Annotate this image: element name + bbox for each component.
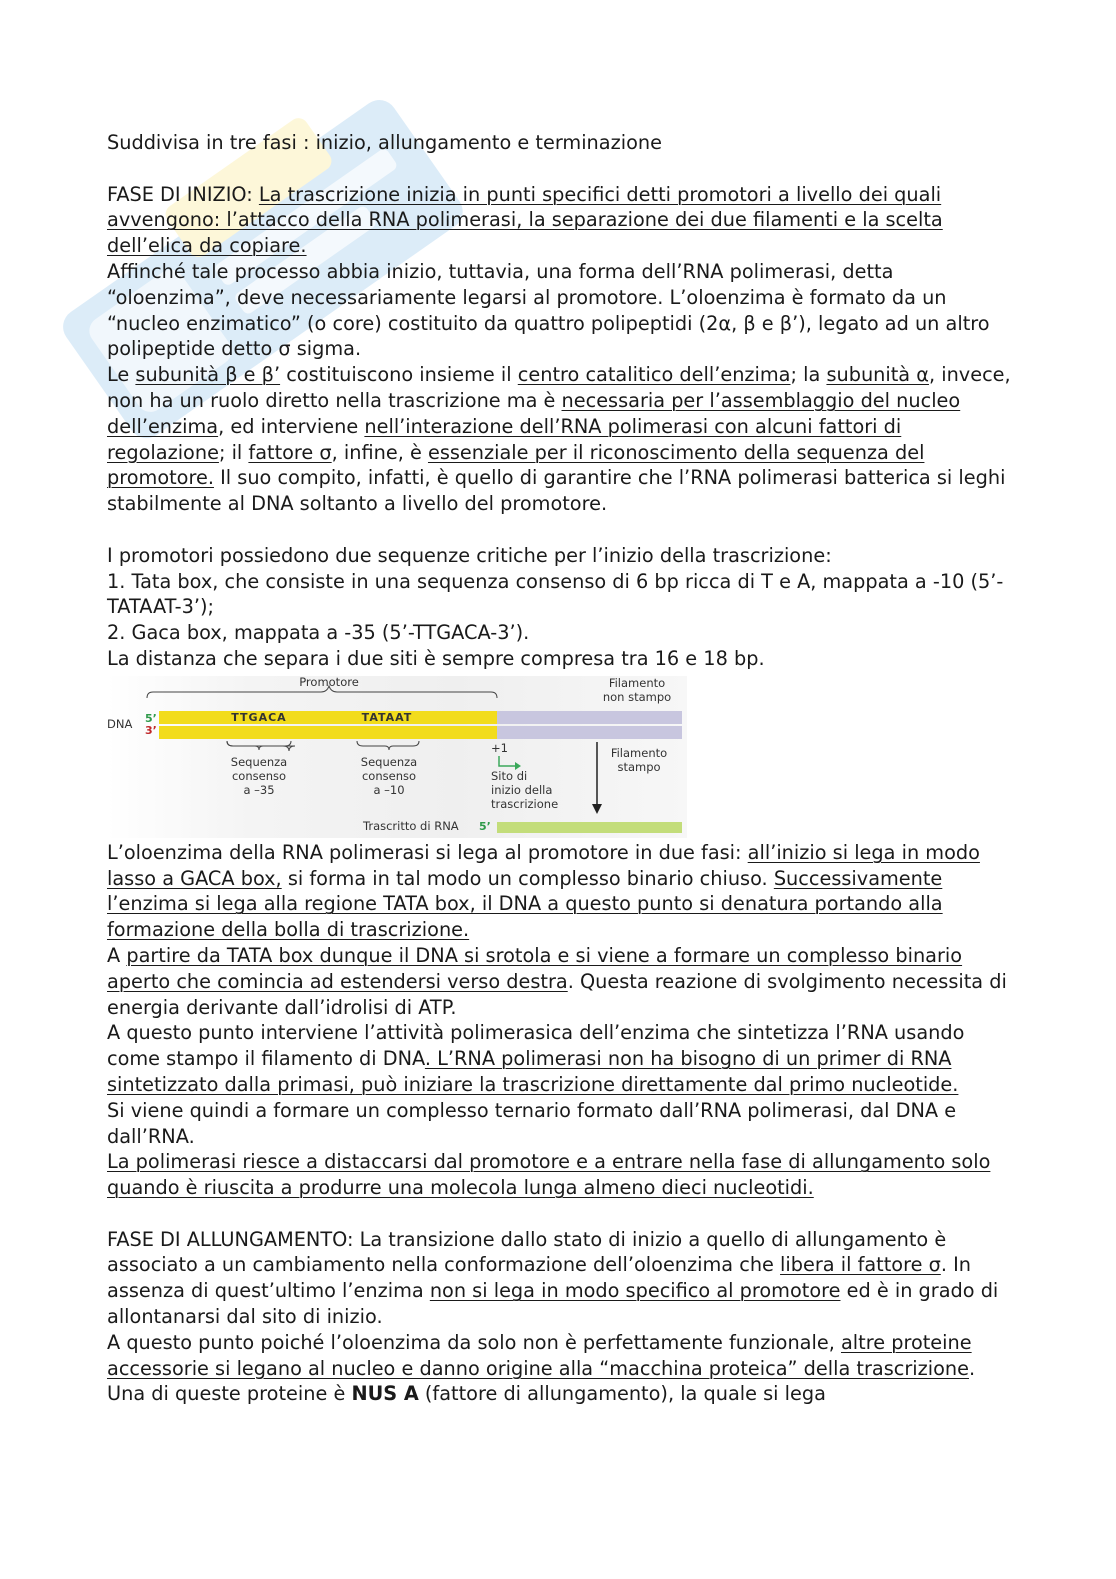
seq10-label-2: consenso	[361, 768, 417, 783]
promoter-diagram-svg	[107, 676, 687, 838]
oloenzima-paragraph: Affinché tale processo abbia inizio, tuttavia, una forma dell’RNA polimerasi, detta “oloenzima”, deve necessariamente legarsi al promotore. L’oloenzima è formato da un “nucleo enzimatico” (o core) costituito da quattro polipeptidi (2α, β e β’), legato ad un altro polipeptide detto σ sigma.	[107, 259, 990, 361]
text-span: Il suo compito, infatti, è quello di garantire che l’RNA polimerasi batterica si leghi stabilmente al DNA soltanto a livello del promotore.	[107, 466, 1006, 516]
template-strand	[497, 726, 682, 739]
sito-label-1: Sito di	[491, 768, 528, 783]
text-span: ; il	[218, 440, 249, 464]
underlined-text: Successivamente l’enzima si lega alla regione TATA box, il DNA a questo punto si denatura portando alla formazione della bolla di trascrizione.	[107, 866, 943, 942]
underlined-text: altre proteine accessorie si legano al nucleo e danno origine alla “macchina proteica” della trascrizione	[107, 1330, 972, 1380]
trascritto-five-prime: 5’	[479, 819, 491, 833]
text-span: , invece, non ha un ruolo diretto nella trascrizione ma è	[107, 363, 1011, 412]
text-span: Le	[107, 363, 136, 387]
start-arrow-icon	[499, 756, 517, 766]
underlined-text: fattore σ	[248, 440, 332, 464]
subunita-paragraph	[107, 362, 1017, 517]
polimerasica-paragraph	[107, 1020, 1017, 1097]
text-span: A questo punto interviene l’attività polimerasica dell’enzima che sintetizza l’RNA usando come stampo il filamento di DNA	[107, 1021, 965, 1071]
underlined-text: La trascrizione inizia in punti specifici detti promotori a livello dei quali avvengono: l’attacco della RNA polimerasi, la separazione dei due filamenti e la scelta dell’elica da copiare.	[107, 182, 943, 258]
seq35-label-2: consenso	[231, 768, 287, 783]
text-span: si forma in tal modo un complesso binario chiuso.	[281, 866, 774, 890]
promotori-line-3: 2. Gaca box, mappata a -35 (5’-TTGACA-3’).	[107, 621, 530, 645]
underlined-text: nell’interazione dell’RNA polimerasi con alcuni fattori di regolazione	[107, 414, 902, 464]
stampo-label-1: Filamento	[610, 745, 668, 760]
underlined-text: subunità β e β’	[135, 363, 281, 387]
text-span: L’oloenzima della RNA polimerasi si lega al promotore in due fasi:	[107, 840, 748, 864]
promotori-line-4: La distanza che separa i due siti è sempre compresa tra 16 e 18 bp.	[107, 646, 765, 670]
text-span: . In assenza di quest’ultimo l’enzima	[107, 1253, 971, 1303]
five-prime-label: 5’	[145, 711, 157, 725]
text-span: FASE DI ALLUNGAMENTO: La transizione dallo stato di inizio a quello di allungamento è associato a un cambiamento nella conformazione dell’oloenzima che	[107, 1227, 947, 1277]
underlined-text: partire da TATA box dunque il DNA si srotola e si viene a formare un complesso binario aperto che comincia ad estendersi verso destra	[107, 943, 963, 993]
underlined-text: essenziale per il riconoscimento della sequenza del promotore.	[107, 440, 925, 490]
distacco-paragraph	[107, 1149, 1017, 1201]
sito-label-2: inizio della	[491, 782, 553, 797]
fase-inizio-paragraph	[107, 182, 1017, 259]
non-stampo-label-2: non stampo	[602, 689, 672, 704]
underlined-text: libera il fattore σ	[780, 1253, 941, 1277]
ternario-paragraph: Si viene quindi a formare un complesso ternario formato dall’RNA polimerasi, dal DNA e dall’RNA.	[107, 1098, 957, 1148]
three-prime-label: 3’	[145, 723, 157, 737]
text-span: A questo punto poiché l’oloenzima da solo non è perfettamente funzionale,	[107, 1330, 841, 1354]
text-span: , infine, è	[331, 440, 428, 464]
non-template-strand	[497, 711, 682, 724]
text-span: A	[107, 943, 127, 967]
text-span: . Questa reazione di svolgimento necessita di energia derivante dall’idrolisi di ATP.	[107, 969, 1007, 1019]
underlined-text: all’inizio si lega in modo lasso a GACA box,	[107, 840, 980, 890]
underlined-text: non si lega in modo specifico al promotore	[429, 1279, 841, 1303]
promotori-line-2: 1. Tata box, che consiste in una sequenza consenso di 6 bp ricca di T e A, mappata a -10 (5’-TATAAT-3’);	[107, 569, 1004, 619]
seq10-label-3: a –10	[373, 782, 405, 797]
tata-box-paragraph	[107, 943, 1017, 1020]
dna-label: DNA	[107, 716, 133, 731]
non-stampo-label-1: Filamento	[608, 675, 666, 690]
non-template-strand-promoter	[159, 711, 497, 724]
rna-transcript-bar	[497, 822, 682, 833]
promotore-label: Promotore	[299, 675, 359, 689]
stampo-label-2: stampo	[617, 759, 661, 774]
underlined-text: . L’RNA polimerasi non ha bisogno di un primer di RNA sintetizzato dalla primasi, può iniziare la trascrizione direttamente dal primo nucleotide.	[107, 1047, 959, 1096]
promoter-diagram	[107, 676, 687, 838]
allungamento-paragraph	[107, 1227, 1017, 1330]
seq10-label-1: Sequenza	[360, 754, 418, 769]
underlined-text: centro catalitico dell’enzima	[517, 363, 791, 387]
text-span: costituiscono insieme il	[280, 363, 518, 387]
trascritto-label: Trascritto di RNA	[363, 818, 459, 833]
fase-inizio-label: FASE DI INIZIO:	[107, 182, 259, 206]
seq35-label-3: a –35	[243, 782, 275, 797]
document-body	[107, 130, 1017, 1407]
promotori-line-1: I promotori possiedono due sequenze critiche per l’inizio della trascrizione:	[107, 543, 832, 567]
tataat-box: TATAAT	[361, 710, 413, 724]
underlined-text: La polimerasi riesce a distaccarsi dal promotore e a entrare nella fase di allungamento solo quando è riuscita a produrre una molecola lunga almeno dieci nucleotidi.	[107, 1150, 991, 1200]
text-span: . Una di queste proteine è	[107, 1356, 976, 1406]
text-span: ed è in grado di allontanarsi dal sito di inizio.	[107, 1279, 999, 1329]
bold-text: NUS A	[351, 1382, 419, 1406]
plus-one-label: +1	[491, 740, 508, 755]
text-span: , ed interviene	[218, 414, 365, 438]
underlined-text: subunità α	[826, 363, 929, 387]
text-span: (fattore di allungamento), la quale si lega	[418, 1382, 826, 1406]
proteine-accessorie-paragraph	[107, 1330, 1017, 1407]
intro-line: Suddivisa in tre fasi : inizio, allungamento e terminazione	[107, 131, 662, 154]
ttgaca-box: TTGACA	[231, 710, 287, 724]
oloenzima-fasi-paragraph	[107, 840, 1017, 943]
text-span: ; la	[790, 363, 827, 387]
sito-label-3: trascrizione	[491, 796, 559, 811]
template-strand-promoter	[159, 726, 497, 739]
underlined-text: necessaria per l’assemblaggio del nucleo dell’enzima	[107, 388, 961, 438]
seq35-label-1: Sequenza	[230, 754, 288, 769]
